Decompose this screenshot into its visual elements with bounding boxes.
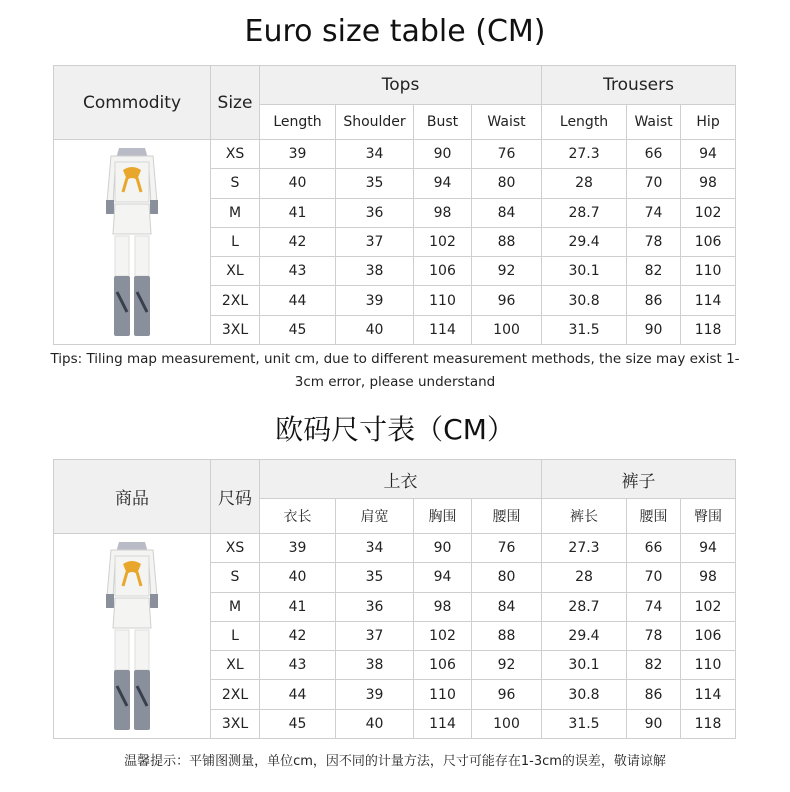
value-cell: 30.1 — [542, 651, 627, 680]
value-cell: 29.4 — [542, 227, 627, 256]
value-cell: 40 — [260, 169, 336, 198]
value-cell: 102 — [681, 592, 736, 621]
value-cell: 106 — [681, 621, 736, 650]
value-cell: 114 — [681, 286, 736, 315]
commodity-header: Commodity — [54, 66, 211, 140]
column-header: Shoulder — [336, 105, 414, 140]
value-cell: 42 — [260, 621, 336, 650]
value-cell: 28 — [542, 169, 627, 198]
size-cell: 2XL — [211, 286, 260, 315]
value-cell: 70 — [627, 563, 681, 592]
value-cell: 41 — [260, 592, 336, 621]
chinese-tips: 温馨提示：平铺图测量，单位cm，因不同的计量方法，尺寸可能存在1-3cm的误差，敬请谅解 — [124, 754, 666, 769]
value-cell: 38 — [336, 257, 414, 286]
value-cell: 41 — [260, 198, 336, 227]
value-cell: 66 — [627, 140, 681, 169]
value-cell: 94 — [681, 534, 736, 563]
size-header: 尺码 — [211, 460, 260, 534]
value-cell: 110 — [414, 286, 472, 315]
value-cell: 37 — [336, 227, 414, 256]
value-cell: 84 — [472, 198, 542, 227]
value-cell: 110 — [414, 680, 472, 709]
value-cell: 102 — [414, 227, 472, 256]
value-cell: 96 — [472, 680, 542, 709]
value-cell: 88 — [472, 621, 542, 650]
value-cell: 31.5 — [542, 315, 627, 344]
value-cell: 70 — [627, 169, 681, 198]
value-cell: 102 — [681, 198, 736, 227]
value-cell: 114 — [414, 709, 472, 738]
size-cell: 2XL — [211, 680, 260, 709]
column-header: 腰围 — [627, 499, 681, 534]
value-cell: 82 — [627, 257, 681, 286]
value-cell: 44 — [260, 680, 336, 709]
value-cell: 92 — [472, 257, 542, 286]
english-tips: Tips: Tiling map measurement, unit cm, due to different measurement methods, the size may exist 1-3cm error, please understand — [50, 351, 740, 390]
value-cell: 106 — [414, 651, 472, 680]
column-header: Length — [542, 105, 627, 140]
value-cell: 39 — [336, 680, 414, 709]
value-cell: 40 — [336, 315, 414, 344]
value-cell: 98 — [414, 592, 472, 621]
value-cell: 102 — [414, 621, 472, 650]
costume-image — [54, 534, 210, 738]
chinese-title: 欧码尺寸表（CM） — [275, 413, 515, 446]
value-cell: 28 — [542, 563, 627, 592]
value-cell: 96 — [472, 286, 542, 315]
value-cell: 118 — [681, 315, 736, 344]
column-header: Waist — [627, 105, 681, 140]
value-cell: 43 — [260, 651, 336, 680]
size-cell: M — [211, 198, 260, 227]
value-cell: 66 — [627, 534, 681, 563]
value-cell: 36 — [336, 198, 414, 227]
value-cell: 44 — [260, 286, 336, 315]
value-cell: 37 — [336, 621, 414, 650]
value-cell: 35 — [336, 563, 414, 592]
value-cell: 27.3 — [542, 534, 627, 563]
commodity-header: 商品 — [54, 460, 211, 534]
value-cell: 114 — [414, 315, 472, 344]
size-cell: XL — [211, 651, 260, 680]
column-header: 肩宽 — [336, 499, 414, 534]
size-cell: S — [211, 169, 260, 198]
value-cell: 39 — [260, 140, 336, 169]
value-cell: 86 — [627, 286, 681, 315]
value-cell: 76 — [472, 534, 542, 563]
value-cell: 98 — [414, 198, 472, 227]
chinese-size-table — [53, 459, 736, 739]
size-cell: L — [211, 621, 260, 650]
tops-header: 上衣 — [260, 460, 542, 499]
size-cell: XL — [211, 257, 260, 286]
value-cell: 80 — [472, 563, 542, 592]
value-cell: 84 — [472, 592, 542, 621]
table-row — [54, 140, 736, 169]
value-cell: 94 — [414, 169, 472, 198]
value-cell: 90 — [627, 315, 681, 344]
value-cell: 30.8 — [542, 286, 627, 315]
value-cell: 40 — [336, 709, 414, 738]
value-cell: 30.1 — [542, 257, 627, 286]
value-cell: 110 — [681, 257, 736, 286]
column-header: 衣长 — [260, 499, 336, 534]
size-cell: XS — [211, 534, 260, 563]
size-cell: M — [211, 592, 260, 621]
value-cell: 74 — [627, 592, 681, 621]
value-cell: 106 — [414, 257, 472, 286]
value-cell: 39 — [260, 534, 336, 563]
value-cell: 40 — [260, 563, 336, 592]
product-image-cell — [54, 534, 211, 739]
value-cell: 94 — [414, 563, 472, 592]
value-cell: 90 — [414, 140, 472, 169]
table-row — [54, 534, 736, 563]
value-cell: 34 — [336, 534, 414, 563]
column-header: Hip — [681, 105, 736, 140]
english-title: Euro size table (CM) — [244, 14, 546, 49]
value-cell: 80 — [472, 169, 542, 198]
value-cell: 45 — [260, 709, 336, 738]
euro-size-table — [53, 65, 736, 345]
value-cell: 100 — [472, 315, 542, 344]
value-cell: 42 — [260, 227, 336, 256]
value-cell: 38 — [336, 651, 414, 680]
size-cell: 3XL — [211, 709, 260, 738]
value-cell: 86 — [627, 680, 681, 709]
value-cell: 28.7 — [542, 592, 627, 621]
value-cell: 27.3 — [542, 140, 627, 169]
value-cell: 118 — [681, 709, 736, 738]
value-cell: 45 — [260, 315, 336, 344]
value-cell: 34 — [336, 140, 414, 169]
value-cell: 92 — [472, 651, 542, 680]
value-cell: 31.5 — [542, 709, 627, 738]
value-cell: 35 — [336, 169, 414, 198]
value-cell: 39 — [336, 286, 414, 315]
value-cell: 90 — [627, 709, 681, 738]
value-cell: 82 — [627, 651, 681, 680]
column-header: 胸围 — [414, 499, 472, 534]
size-cell: 3XL — [211, 315, 260, 344]
value-cell: 106 — [681, 227, 736, 256]
product-image-cell — [54, 140, 211, 345]
value-cell: 78 — [627, 621, 681, 650]
size-cell: S — [211, 563, 260, 592]
costume-image — [54, 140, 210, 344]
value-cell: 29.4 — [542, 621, 627, 650]
column-header: Waist — [472, 105, 542, 140]
column-header: 腰围 — [472, 499, 542, 534]
column-header: 臀围 — [681, 499, 736, 534]
column-header: 裤长 — [542, 499, 627, 534]
value-cell: 90 — [414, 534, 472, 563]
value-cell: 98 — [681, 563, 736, 592]
column-header: Bust — [414, 105, 472, 140]
value-cell: 36 — [336, 592, 414, 621]
value-cell: 76 — [472, 140, 542, 169]
tops-header: Tops — [260, 66, 542, 105]
value-cell: 28.7 — [542, 198, 627, 227]
value-cell: 98 — [681, 169, 736, 198]
trousers-header: Trousers — [542, 66, 736, 105]
value-cell: 88 — [472, 227, 542, 256]
size-cell: XS — [211, 140, 260, 169]
value-cell: 100 — [472, 709, 542, 738]
value-cell: 94 — [681, 140, 736, 169]
value-cell: 74 — [627, 198, 681, 227]
size-header: Size — [211, 66, 260, 140]
value-cell: 110 — [681, 651, 736, 680]
value-cell: 78 — [627, 227, 681, 256]
value-cell: 30.8 — [542, 680, 627, 709]
trousers-header: 裤子 — [542, 460, 736, 499]
value-cell: 43 — [260, 257, 336, 286]
size-cell: L — [211, 227, 260, 256]
value-cell: 114 — [681, 680, 736, 709]
column-header: Length — [260, 105, 336, 140]
